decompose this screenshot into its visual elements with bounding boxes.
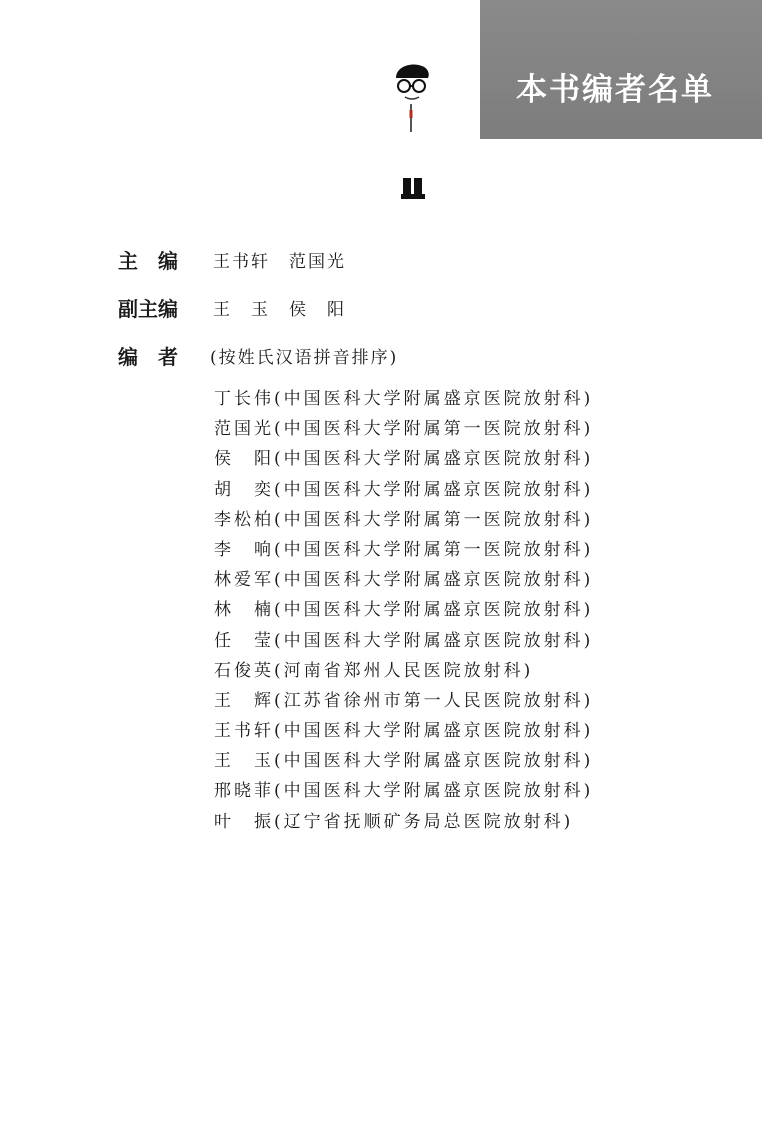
editor-name: 王 玉 bbox=[214, 751, 274, 772]
editor-name: 林爱军 bbox=[214, 570, 274, 591]
editor-row bbox=[214, 565, 593, 595]
editor-name: 叶 振 bbox=[214, 811, 274, 832]
editor-affiliation: (中国医科大学附属第一医院放射科) bbox=[274, 509, 594, 530]
editor-row bbox=[214, 776, 593, 806]
editor-affiliation: (中国医科大学附属第一医院放射科) bbox=[274, 539, 594, 560]
editor-name: 王 辉 bbox=[214, 690, 274, 711]
editor-row bbox=[214, 746, 593, 776]
editor-name: 任 莹 bbox=[214, 630, 274, 651]
chief-editor-label: 主 编 bbox=[118, 249, 178, 273]
editor-affiliation: (中国医科大学附属盛京医院放射科) bbox=[274, 630, 594, 651]
editor-affiliation: (中国医科大学附属盛京医院放射科) bbox=[274, 721, 594, 742]
editor-affiliation: (中国医科大学附属盛京医院放射科) bbox=[274, 449, 594, 470]
editor-name: 石俊英 bbox=[214, 660, 274, 681]
editor-row bbox=[214, 686, 593, 716]
editor-row bbox=[214, 414, 593, 444]
editor-affiliation: (中国医科大学附属盛京医院放射科) bbox=[274, 389, 594, 409]
editor-name: 李松柏 bbox=[214, 509, 274, 530]
editor-name: 李 响 bbox=[214, 539, 274, 560]
cartoon-figure-illustration bbox=[392, 60, 436, 210]
editor-name: 邢晓菲 bbox=[214, 781, 274, 802]
editor-list bbox=[214, 384, 593, 837]
editor-row bbox=[214, 475, 593, 505]
editor-row bbox=[214, 626, 593, 656]
editor-affiliation: (中国医科大学附属盛京医院放射科) bbox=[274, 781, 594, 802]
editor-name: 林 楠 bbox=[214, 600, 274, 621]
editor-affiliation: (江苏省徐州市第一人民医院放射科) bbox=[274, 690, 594, 711]
editor-row bbox=[214, 716, 593, 746]
editors-sort-note: (按姓氏汉语拼音排序) bbox=[210, 348, 399, 368]
page-title: 本书编者名单 bbox=[516, 72, 714, 108]
editor-affiliation: (中国医科大学附属第一医院放射科) bbox=[274, 419, 594, 440]
editor-name: 侯 阳 bbox=[214, 449, 274, 470]
editor-name: 丁长伟 bbox=[214, 389, 274, 409]
editor-affiliation: (辽宁省抚顺矿务局总医院放射科) bbox=[274, 811, 574, 832]
editor-row bbox=[214, 595, 593, 625]
editor-row bbox=[214, 656, 593, 686]
editor-affiliation: (中国医科大学附属盛京医院放射科) bbox=[274, 479, 594, 500]
deputy-editor-label: 副主编 bbox=[118, 297, 178, 321]
editor-affiliation: (河南省郑州人民医院放射科) bbox=[274, 660, 534, 681]
editor-row bbox=[214, 535, 593, 565]
editor-row bbox=[214, 384, 593, 414]
chief-editor-names: 王书轩 范国光 bbox=[213, 252, 346, 272]
editor-affiliation: (中国医科大学附属盛京医院放射科) bbox=[274, 570, 594, 591]
editor-name: 胡 奕 bbox=[214, 479, 274, 500]
editor-affiliation: (中国医科大学附属盛京医院放射科) bbox=[274, 600, 594, 621]
editors-label: 编 者 bbox=[118, 345, 178, 369]
editor-row bbox=[214, 807, 593, 837]
editor-affiliation: (中国医科大学附属盛京医院放射科) bbox=[274, 751, 594, 772]
editor-name: 范国光 bbox=[214, 419, 274, 440]
editor-row bbox=[214, 444, 593, 474]
deputy-editor-names: 王 玉 侯 阳 bbox=[213, 300, 346, 320]
editor-name: 王书轩 bbox=[214, 721, 274, 742]
editor-row bbox=[214, 505, 593, 535]
